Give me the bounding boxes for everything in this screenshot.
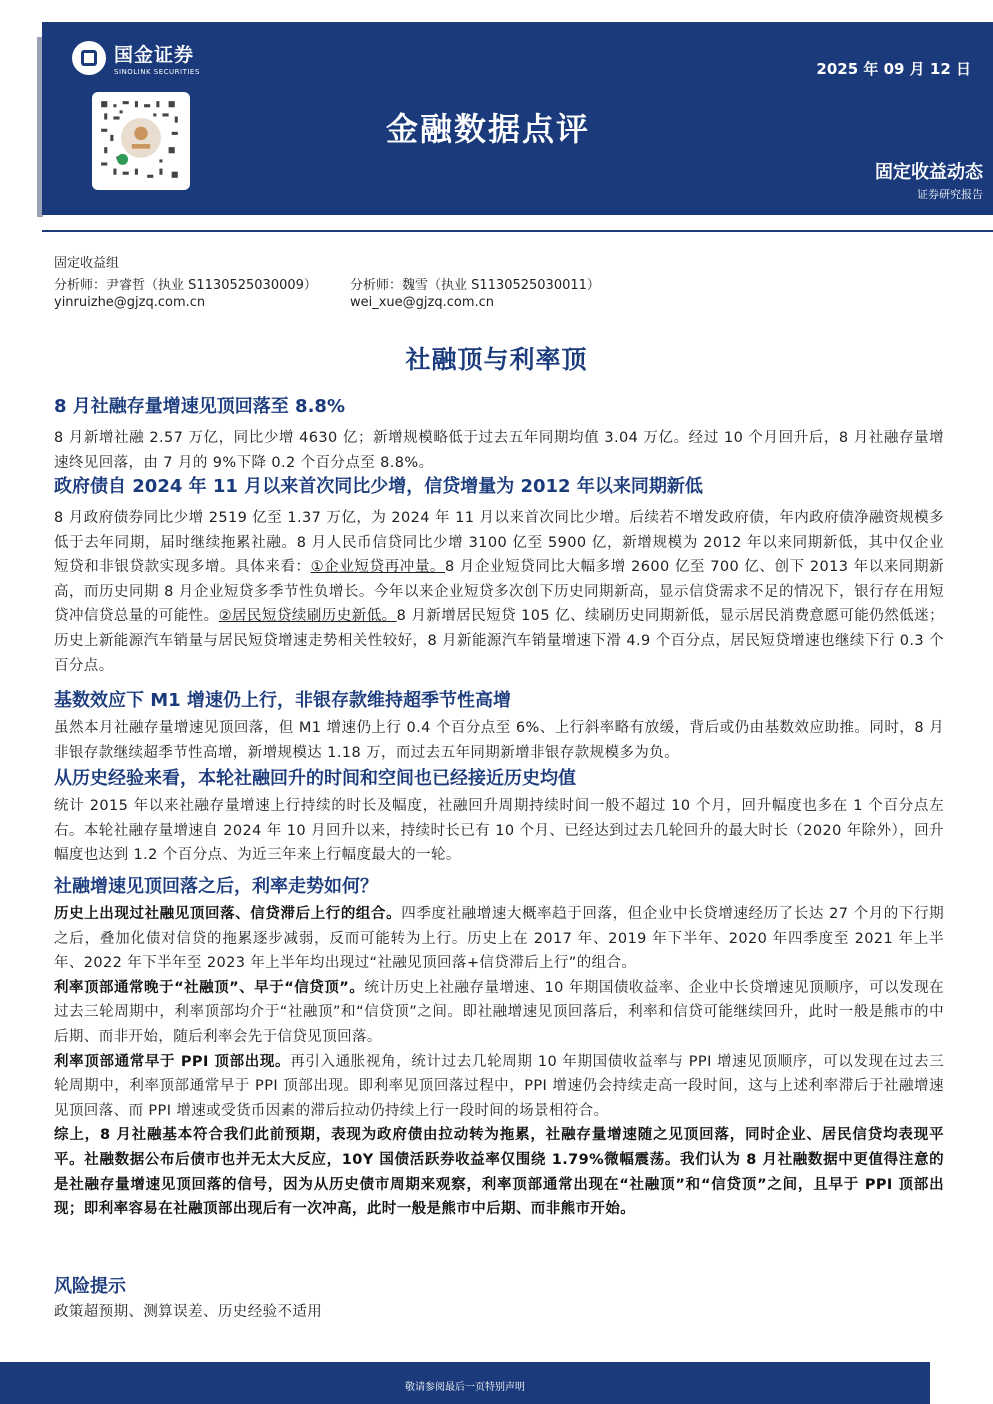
- section-heading: 风险提示: [54, 1276, 126, 1297]
- section-paragraph: 政策超预期、测算误差、历史经验不适用: [54, 1304, 323, 1320]
- section-heading: 基数效应下 M1 增速仍上行，非银存款维持超季节性高增: [54, 690, 511, 711]
- qr-code[interactable]: [92, 92, 190, 190]
- analyst-2-email[interactable]: wei_xue@gjzq.com.cn: [350, 295, 495, 310]
- section-rates: [54, 874, 944, 1222]
- section-paragraph: [54, 902, 944, 976]
- para-text: 8 月新增居民短贷 105 亿、续刷历史同期新低，显示居民消费意愿可能仍然低迷；历史上新能源汽车销量与居民短贷增速走势相关性较好，8 月新能源汽车销量增速下滑 4.9 个百分点，居民短贷增速也继续下行 0.3 个百分点。: [54, 608, 944, 674]
- bold-lead: 历史上出现过社融见顶回落、信贷滞后上行的组合。: [54, 906, 402, 922]
- section-heading: 政府债自 2024 年 11 月以来首次同比少增，信贷增量为 2012 年以来同期新低: [54, 476, 703, 497]
- section-paragraph: [54, 1050, 944, 1124]
- report-type-title: 金融数据点评: [386, 110, 591, 148]
- section-heading: 从历史经验来看，本轮社融回升的时间和空间也已经接近历史均值: [54, 768, 576, 789]
- report-date: 2025 年 09 月 12 日: [816, 60, 971, 78]
- logo-en-text: SINOLINK SECURITIES: [114, 68, 200, 76]
- conclusion-paragraph: 综上，8 月社融基本符合我们此前预期，表现为政府债由拉动转为拖累，社融存量增速随之见顶回落，同时企业、居民信贷均表现平平。社融数据公布后债市也并无太大反应，10Y 国债活跃券收益率仅围绕 1.79%微幅震荡。我们认为 8 月社融数据中更值得注意的是社融存量增速见顶回落的信号，因为从历史债市周期来观察，利率顶部通常出现在“社融顶”和“信贷顶”之间，且早于 PPI 顶部出现；即利率容易在社融顶部出现后有一次冲高，此时一般是熊市中后期、而非熊市开始。: [54, 1127, 944, 1218]
- section-paragraph: [54, 976, 944, 1050]
- section-history: [54, 766, 944, 868]
- para-text: 统计历史上社融存量增速、10 年期国债收益率、企业中长贷增速见顶顺序，可以发现在过去三轮周期中，利率顶部均介于“社融顶”和“信贷顶”之间。即社融增速见顶回落后，利率和信贷可能继续回升，此时一般是熊市的中后期、而非开始，随后利率会先于信贷见顶回落。: [54, 979, 945, 1045]
- underlined-point: ①企业短贷再冲量。: [310, 559, 446, 576]
- para-text: 8 月企业短贷同比大幅多增 2600 亿至 700 亿、创下 2013 年以来同期新高，而历史同期 8 月企业短贷多季节性负增长。今年以来企业短贷多次创下历史同期新高，显示信贷需求不足的情况下，银行存在用短贷冲信贷总量的可能性。: [54, 559, 944, 625]
- company-logo: [72, 40, 200, 76]
- section-heading: 8 月社融存量增速见顶回落至 8.8%: [54, 396, 345, 417]
- analyst-2: 分析师：魏雪（执业 S1130525030011）: [350, 278, 600, 293]
- analyst-1-email[interactable]: yinruizhe@gjzq.com.cn: [54, 295, 206, 310]
- para-text: 四季度社融增速大概率趋于回落，但企业中长贷增速经历了长达 27 个月的下行期之后，叠加化债对信贷的拖累逐步减弱，反而可能转为上行。历史上在 2017 年、2019 年下半年、2020 年四季度至 2021 年上半年、2022 年下半年至 2023 年上半年均出现过“社融见顶回落+信贷滞后上行”的组合。: [54, 906, 944, 972]
- footer-disclaimer: 敬请参阅最后一页特别声明: [405, 1382, 525, 1393]
- section-risk: [54, 1274, 944, 1325]
- document-title: 社融顶与利率顶: [405, 345, 588, 374]
- report-category: 固定收益动态: [875, 162, 983, 183]
- logo-cn-text: 国金证券: [114, 44, 195, 66]
- logo-icon: [72, 41, 106, 75]
- bold-lead: 利率顶部通常早于 PPI 顶部出现。: [54, 1053, 291, 1070]
- section-paragraph: 统计 2015 年以来社融存量增速上行持续的时长及幅度，社融回升周期持续时间一般不超过 10 个月，回升幅度也多在 1 个百分点左右。本轮社融存量增速自 2024 年 10 月回升以来，持续时长已有 10 个月、已经达到过去几轮回升的最大时长（2020 年除外），回升幅度也达到 1.2 个百分点、为近三年来上行幅度最大的一轮。: [54, 798, 944, 864]
- section-heading: 社融增速见顶回落之后，利率走势如何？: [54, 876, 378, 897]
- footer-tab: [930, 1362, 993, 1404]
- section-paragraph: 虽然本月社融存量增速见顶回落，但 M1 增速仍上行 0.4 个百分点至 6%、上行斜率略有放缓，背后或仍由基数效应助推。同时，8 月非银存款继续超季节性高增，新增规模达 1.18 万，而过去五年同期新增非银存款规模多为负。: [54, 720, 944, 761]
- analyst-1: 分析师：尹睿哲（执业 S1130525030009）: [54, 278, 317, 293]
- section-paragraph: 8 月新增社融 2.57 万亿，同比少增 4630 亿；新增规模略低于过去五年同期均值 3.04 万亿。经过 10 个月回升后，8 月社融存量增速终见回落，由 7 月的 9%下降 0.2 个百分点至 8.8%。: [54, 430, 944, 471]
- para-text: 再引入通胀视角，统计过去几轮周期 10 年期国债收益率与 PPI 增速见顶顺序，可以发现在过去三轮周期中，利率顶部通常早于 PPI 顶部出现。即利率见顶回落过程中，PPI 增速仍会持续走高一段时间，这与上述利率滞后于社融增速见顶回落、而 PPI 增速或受货币因素的滞后拉动仍持续上行一段时间的场景相符合。: [54, 1053, 944, 1119]
- qr-code-icon: [95, 95, 187, 187]
- para-text: 8 月政府债券同比少增 2519 亿至 1.37 万亿，为 2024 年 11 月以来首次同比少增。后续若不增发政府债，年内政府债净融资规模多低于去年同期，届时继续拖累社融。8 月人民币信贷同比少增 3100 亿至 5900 亿，新增规模为 2012 年以来同期新低，其中仅企业短贷和非银贷款实现多增。具体来看：: [54, 510, 944, 576]
- section-government-bonds: [54, 474, 944, 678]
- section-paragraph: [54, 506, 944, 678]
- bold-lead: 利率顶部通常晚于“社融顶”、早于“信贷顶”。: [54, 979, 365, 996]
- analyst-group: 固定收益组: [54, 256, 120, 271]
- underlined-point: ②居民短贷续刷历史新低。: [218, 608, 397, 625]
- section-m1: [54, 688, 944, 765]
- section-social-financing: [54, 394, 944, 475]
- header-underline: [42, 230, 993, 232]
- report-subcategory: 证券研究报告: [917, 188, 983, 201]
